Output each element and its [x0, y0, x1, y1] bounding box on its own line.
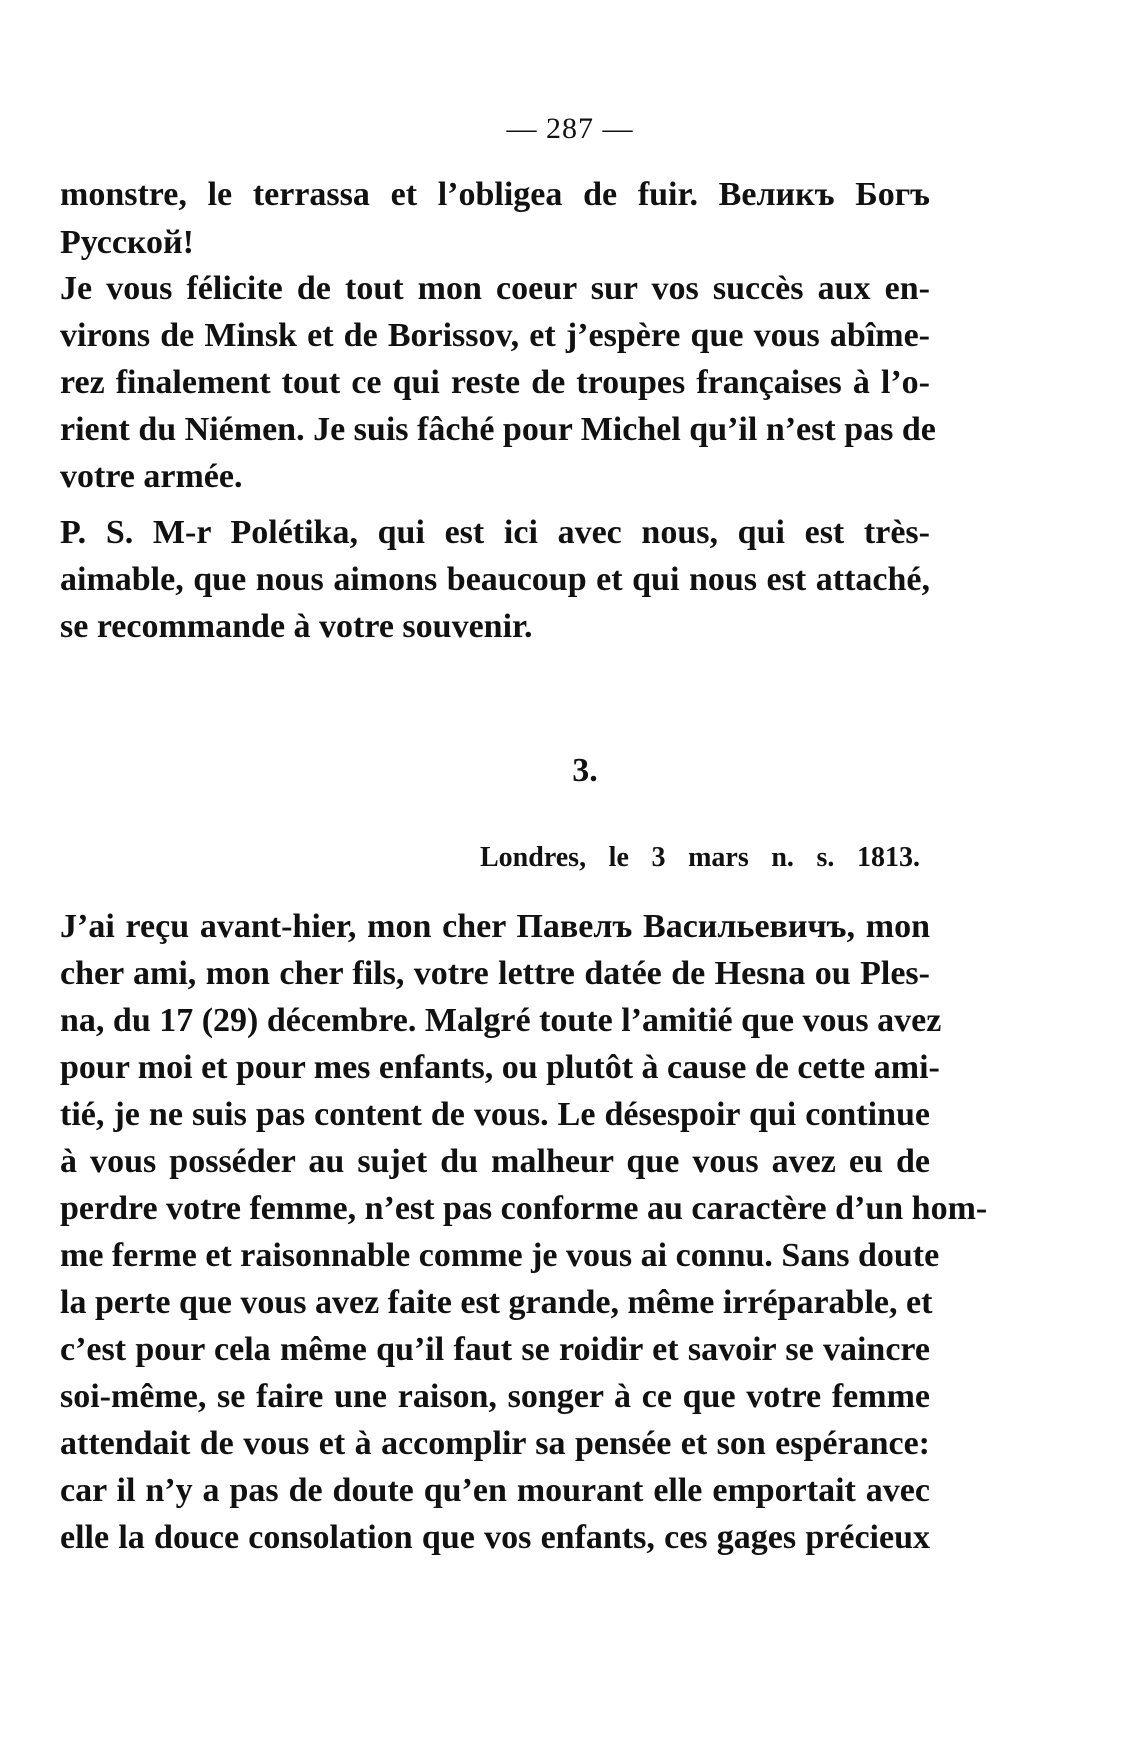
letter-dateline: Londres, le 3 mars n. s. 1813.: [480, 842, 920, 873]
letter-line: la perte que vous avez faite est grande, même irréparable, et: [60, 1284, 933, 1321]
postscript-line: aimable, que nous aimons beaucoup et qui nous est attaché,: [60, 561, 930, 598]
section-number: 3.: [572, 752, 598, 789]
letter-line: c’est pour cela même qu’il faut se roidir et savoir se vaincre: [60, 1331, 930, 1368]
letter-line: perdre votre femme, n’est pas conforme au caractère d’un hom-: [60, 1190, 988, 1227]
letter-line: na, du 17 (29) décembre. Malgré toute l’amitié que vous avez: [60, 1002, 942, 1039]
letter-line: pour moi et pour mes enfants, ou plutôt à cause de cette ami-: [60, 1049, 940, 1086]
postscript-line: P. S. M-r Polétika, qui est ici avec nous, qui est très-: [60, 514, 930, 551]
letter-line: soi-même, se faire une raison, songer à ce que votre femme: [60, 1378, 930, 1415]
text-line: monstre, le terrassa et l’obligea de fuir. Великъ Богъ: [60, 176, 930, 213]
text-line: votre armée.: [60, 458, 243, 495]
letter-line: tié, je ne suis pas content de vous. Le désespoir qui continue: [60, 1096, 930, 1133]
letter-line: J’ai reçu avant-hier, mon cher Павелъ Васильевичъ, mon: [60, 908, 930, 945]
postscript-line: se recommande à votre souvenir.: [60, 608, 533, 645]
text-line: rez finalement tout ce qui reste de troupes françaises à l’o-: [60, 364, 930, 401]
text-line: Je vous félicite de tout mon coeur sur vos succès aux en-: [60, 270, 930, 307]
letter-line: cher ami, mon cher fils, votre lettre datée de Hesna ou Ples-: [60, 955, 930, 992]
text-line: virons de Minsk et de Borissov, et j’espère que vous abîme-: [60, 317, 930, 354]
letter-line: elle la douce consolation que vos enfants, ces gages précieux: [60, 1519, 930, 1556]
letter-line: me ferme et raisonnable comme je vous ai connu. Sans doute: [60, 1237, 940, 1274]
letter-line: car il n’y a pas de doute qu’en mourant elle emportait avec: [60, 1472, 930, 1509]
letter-line: à vous posséder au sujet du malheur que vous avez eu de: [60, 1143, 930, 1180]
text-line: Русской!: [60, 224, 194, 261]
letter-line: attendait de vous et à accomplir sa pensée et son espérance:: [60, 1425, 930, 1462]
page-number: — 287 —: [506, 112, 634, 145]
text-line: rient du Niémen. Je suis fâché pour Michel qu’il n’est pas de: [60, 411, 936, 448]
